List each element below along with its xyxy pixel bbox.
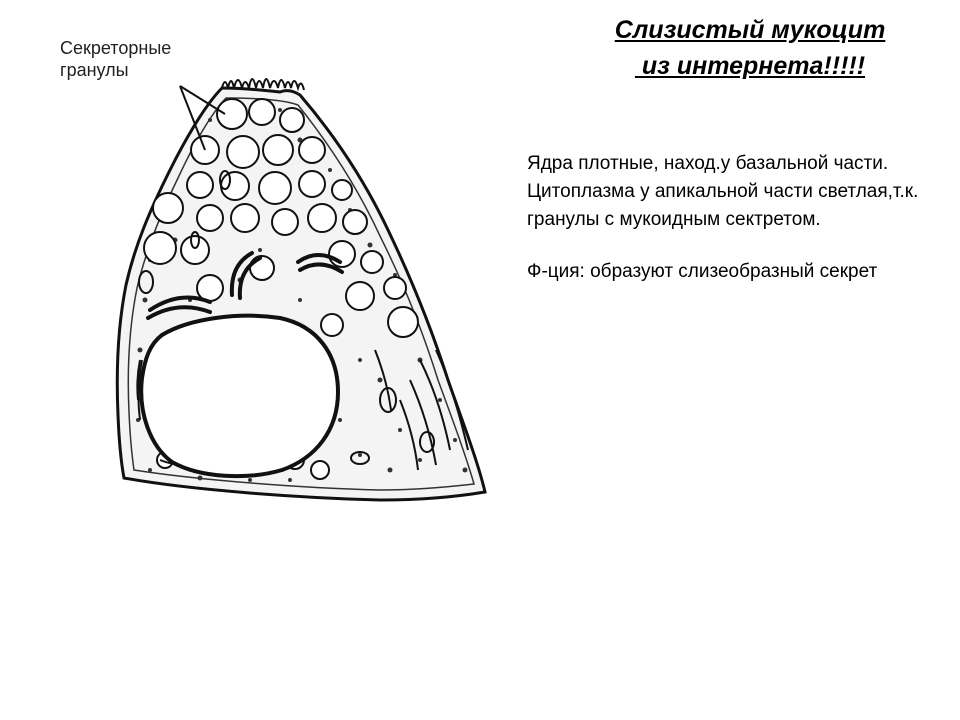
label-line-1: Секреторные (60, 38, 172, 58)
secretory-granules-label (60, 37, 220, 81)
paragraph-function: Ф-ция: образуют слизеобразный секрет (527, 261, 878, 282)
description-text (527, 150, 927, 310)
title-line-1: Слизистый мукоцит (614, 16, 886, 44)
paragraph-structure: Ядра плотные, наход.у базальной части. Цитоплазма у апикальной части светлая,т.к. гранулы с мукоидным сектретом. (527, 153, 919, 230)
slide-title (560, 12, 940, 84)
nucleus (141, 316, 338, 476)
title-line-2: из интернета!!!!! (634, 52, 866, 80)
label-line-2: гранулы (60, 60, 129, 80)
